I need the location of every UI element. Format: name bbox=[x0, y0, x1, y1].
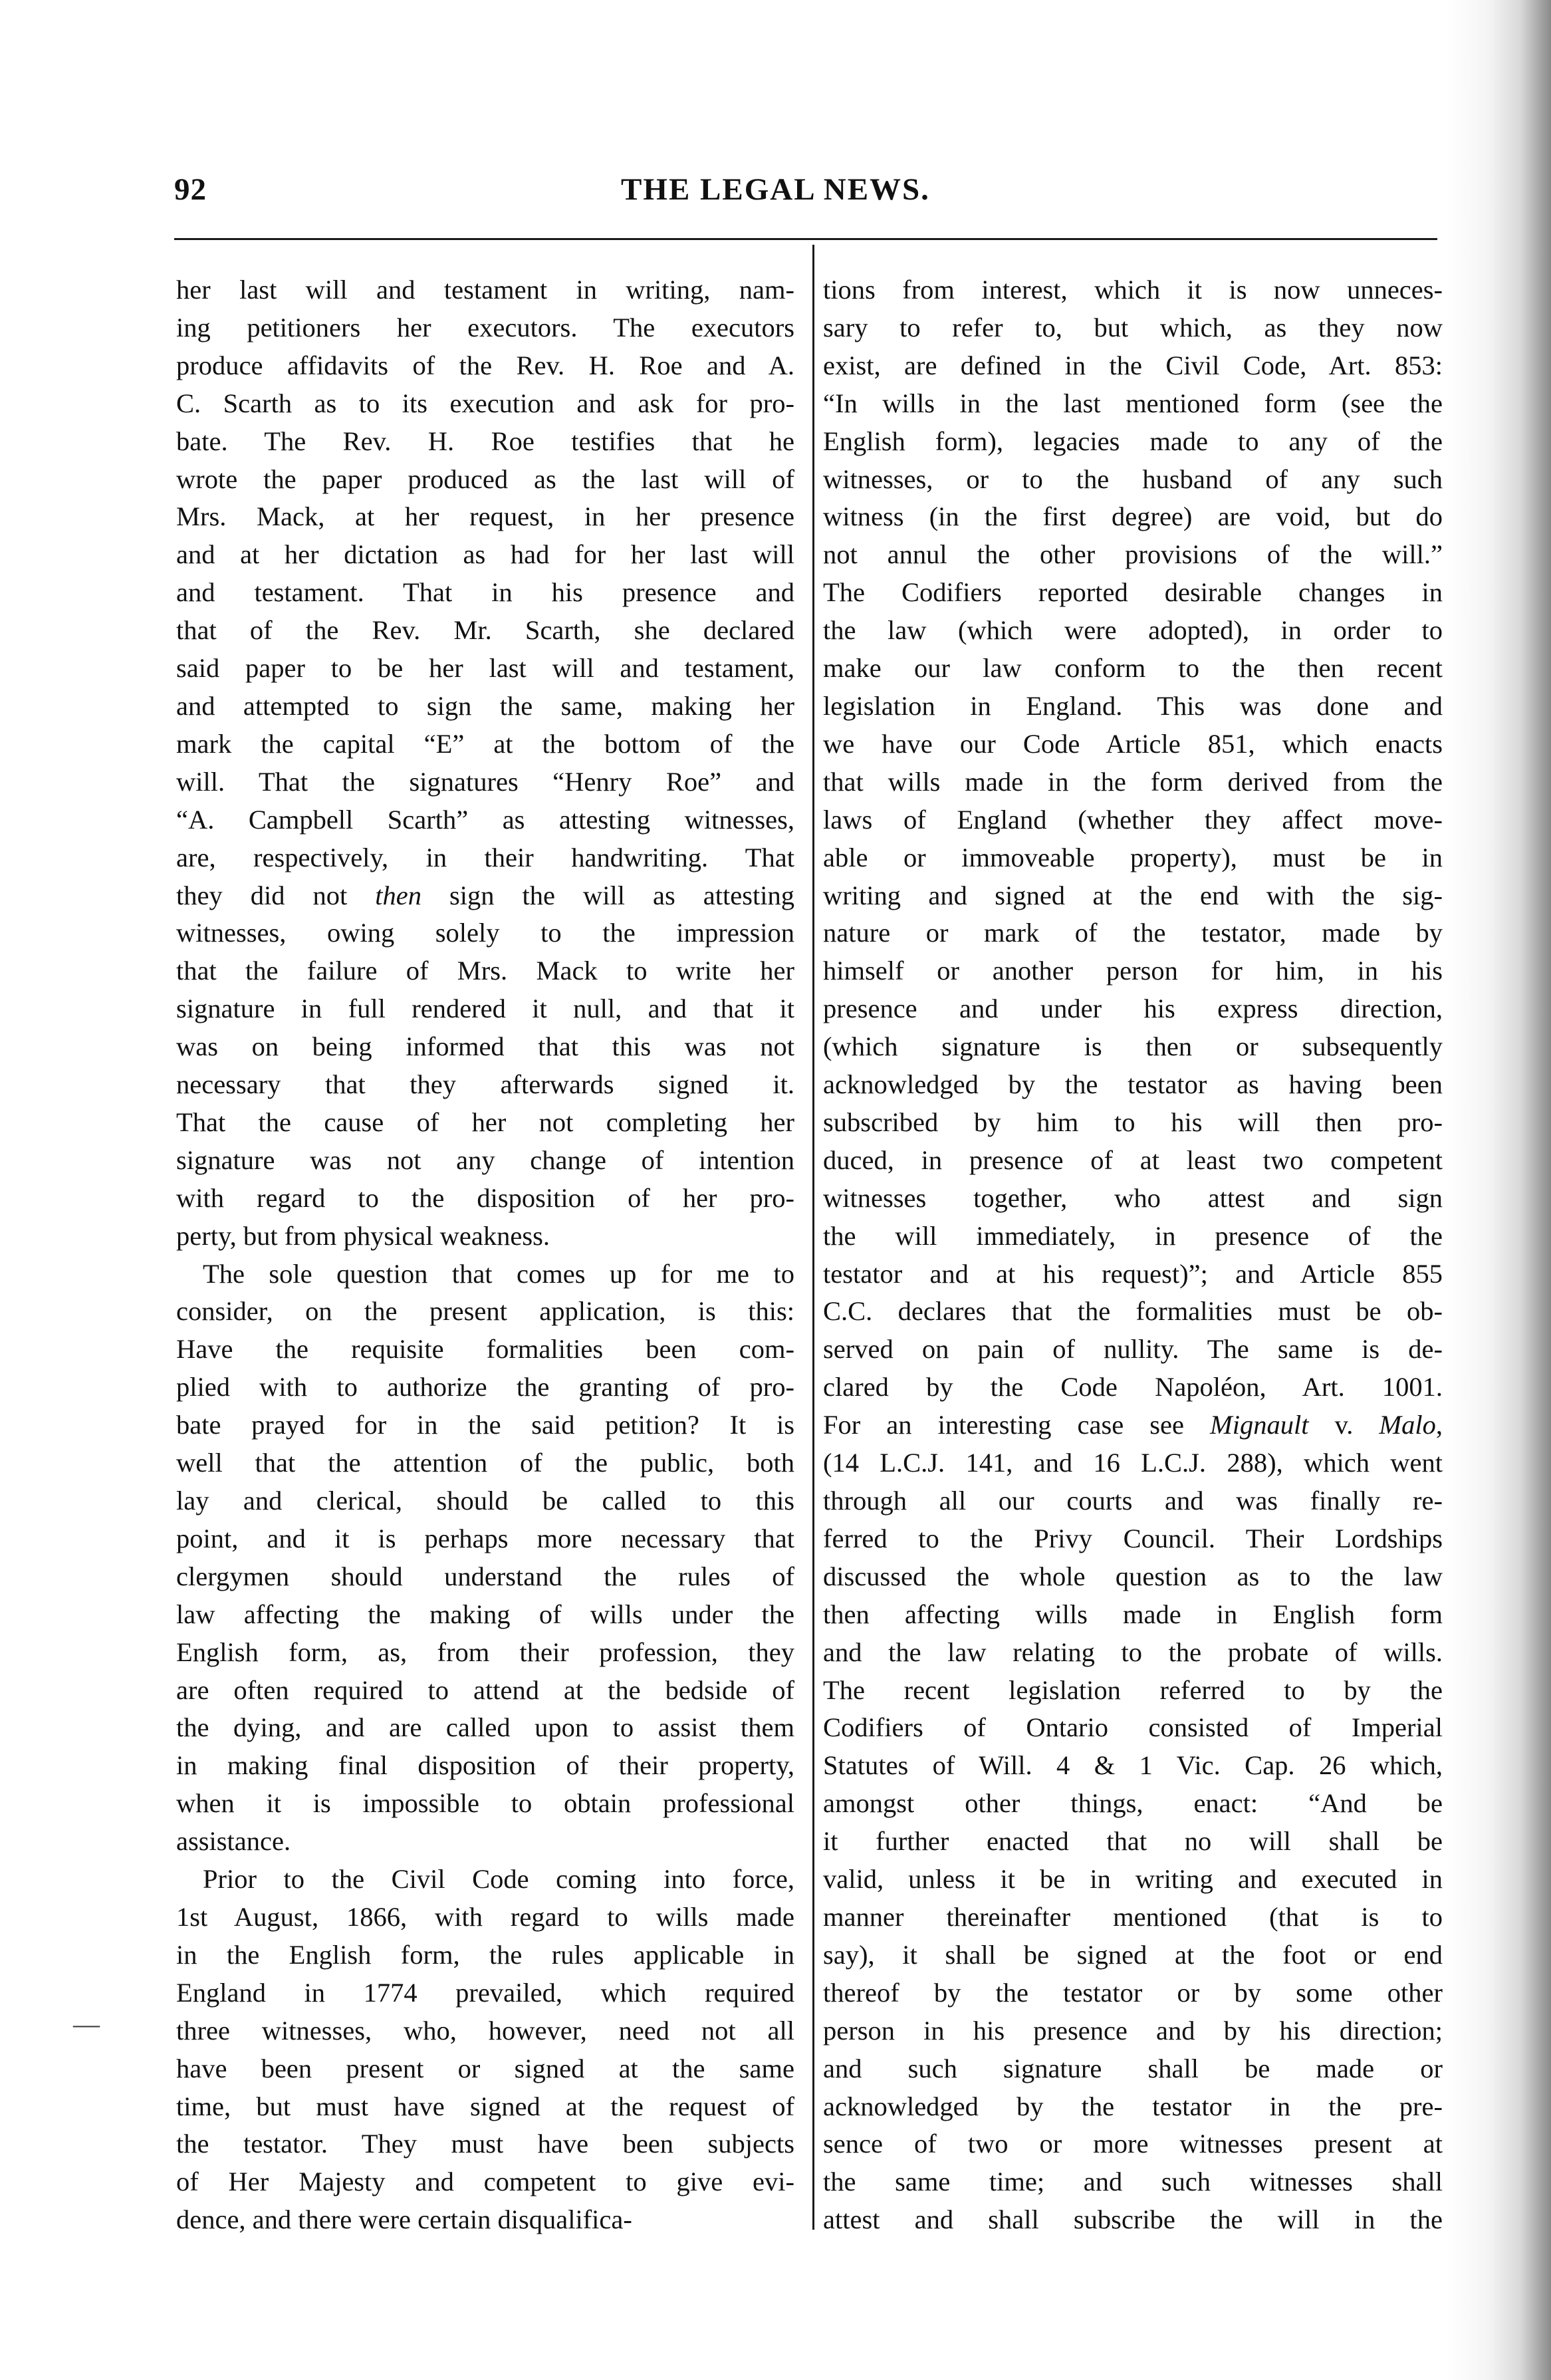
text-line: and the law relating to the probate of wills. bbox=[823, 1637, 1443, 1667]
text-line: “In wills in the last mentioned form (see the bbox=[823, 388, 1443, 418]
text-line: wrote the paper produced as the last will of bbox=[176, 463, 794, 494]
text-line: English form, as, from their profession, they bbox=[176, 1637, 794, 1667]
text-line: the testator. They must have been subjects bbox=[176, 2129, 794, 2159]
right-column bbox=[823, 271, 1443, 2239]
text-line: person in his presence and by his direction; bbox=[823, 2015, 1443, 2046]
text-line: discussed the whole question as to the law bbox=[823, 1561, 1443, 1591]
text-line: Prior to the Civil Code coming into force, bbox=[203, 1864, 794, 1895]
text-line: necessary that they afterwards signed it. bbox=[176, 1069, 794, 1100]
left-column bbox=[176, 271, 794, 2239]
text-line: ferred to the Privy Council. Their Lordships bbox=[823, 1523, 1443, 1553]
text-line: three witnesses, who, however, need not all bbox=[176, 2015, 794, 2046]
page-number: 92 bbox=[174, 172, 207, 207]
margin-mark: — bbox=[73, 2009, 100, 2039]
text-line: attest and shall subscribe the will in the bbox=[823, 2204, 1443, 2235]
text-line: (14 L.C.J. 141, and 16 L.C.J. 288), which went bbox=[823, 1448, 1443, 1478]
text-line: The Codifiers reported desirable changes in bbox=[823, 577, 1443, 608]
text-line: clared by the Code Napoléon, Art. 1001. bbox=[823, 1372, 1443, 1402]
text-line: The recent legislation referred to by the bbox=[823, 1674, 1443, 1705]
text-line: mark the capital “E” at the bottom of the bbox=[176, 728, 794, 759]
text-line: not annul the other provisions of the will.” bbox=[823, 539, 1443, 570]
text-line: bate prayed for in the said petition? It is bbox=[176, 1410, 794, 1440]
text-line: assistance. bbox=[176, 1826, 291, 1857]
text-line: amongst other things, enact: “And be bbox=[823, 1788, 1443, 1819]
text-line: tions from interest, which it is now unneces- bbox=[823, 275, 1443, 305]
text-line: then affecting wills made in English form bbox=[823, 1599, 1443, 1629]
text-line: consider, on the present application, is this: bbox=[176, 1296, 794, 1327]
text-line: the law (which were adopted), in order to bbox=[823, 615, 1443, 646]
text-line: dence, and there were certain disqualifica- bbox=[176, 2204, 632, 2235]
text-line: witnesses, owing solely to the impression bbox=[176, 918, 794, 948]
text-line: will. That the signatures “Henry Roe” and bbox=[176, 766, 794, 797]
text-line: For an interesting case see Mignault v. Malo, bbox=[823, 1410, 1443, 1440]
text-line: and at her dictation as had for her last will bbox=[176, 539, 794, 570]
text-line: that wills made in the form derived from the bbox=[823, 766, 1443, 797]
text-line: C.C. declares that the formalities must be ob- bbox=[823, 1296, 1443, 1327]
text-line: The sole question that comes up for me to bbox=[203, 1258, 794, 1289]
text-line: are, respectively, in their handwriting. That bbox=[176, 842, 794, 872]
text-line: and testament. That in his presence and bbox=[176, 577, 794, 608]
text-line: England in 1774 prevailed, which required bbox=[176, 1977, 794, 2008]
text-line: when it is impossible to obtain professional bbox=[176, 1788, 794, 1819]
text-line: the same time; and such witnesses shall bbox=[823, 2167, 1443, 2197]
text-line: testator and at his request)”; and Article 855 bbox=[823, 1258, 1443, 1289]
text-line: are often required to attend at the bedside of bbox=[176, 1674, 794, 1705]
text-line: make our law conform to the then recent bbox=[823, 653, 1443, 684]
text-line: C. Scarth as to its execution and ask for pro- bbox=[176, 388, 794, 418]
text-line: and such signature shall be made or bbox=[823, 2053, 1443, 2083]
text-line: law affecting the making of wills under the bbox=[176, 1599, 794, 1629]
text-line: with regard to the disposition of her pro- bbox=[176, 1182, 794, 1213]
text-line: in the English form, the rules applicable in bbox=[176, 1939, 794, 1970]
text-line: exist, are defined in the Civil Code, Art. 853: bbox=[823, 350, 1443, 380]
page-binding-edge bbox=[1448, 0, 1551, 2380]
text-line: say), it shall be signed at the foot or end bbox=[823, 1939, 1443, 1970]
text-line: 1st August, 1866, with regard to wills made bbox=[176, 1901, 794, 1932]
text-line: laws of England (whether they affect move- bbox=[823, 804, 1443, 835]
text-line: the will immediately, in presence of the bbox=[823, 1220, 1443, 1251]
text-line: English form), legacies made to any of the bbox=[823, 426, 1443, 456]
text-line: of Her Majesty and competent to give evi- bbox=[176, 2167, 794, 2197]
text-line: signature in full rendered it null, and that it bbox=[176, 993, 794, 1024]
text-line: lay and clerical, should be called to this bbox=[176, 1486, 794, 1516]
text-line: plied with to authorize the granting of pro- bbox=[176, 1372, 794, 1402]
text-line: legislation in England. This was done and bbox=[823, 690, 1443, 721]
text-line: in making final disposition of their property, bbox=[176, 1750, 794, 1781]
text-line: Mrs. Mack, at her request, in her presence bbox=[176, 501, 794, 532]
text-line: said paper to be her last will and testament, bbox=[176, 653, 794, 684]
text-line: Have the requisite formalities been com- bbox=[176, 1334, 794, 1365]
text-line: witnesses together, who attest and sign bbox=[823, 1182, 1443, 1213]
text-line: presence and under his express direction, bbox=[823, 993, 1443, 1024]
running-head: THE LEGAL NEWS. bbox=[621, 172, 930, 207]
text-line: sence of two or more witnesses present at bbox=[823, 2129, 1443, 2159]
text-line: we have our Code Article 851, which enacts bbox=[823, 728, 1443, 759]
text-line: sary to refer to, but which, as they now bbox=[823, 312, 1443, 342]
text-line: bate. The Rev. H. Roe testifies that he bbox=[176, 426, 794, 456]
text-line: time, but must have signed at the request of bbox=[176, 2091, 794, 2121]
text-line: nature or mark of the testator, made by bbox=[823, 918, 1443, 948]
text-line: served on pain of nullity. The same is de- bbox=[823, 1334, 1443, 1365]
text-line: clergymen should understand the rules of bbox=[176, 1561, 794, 1591]
text-line: acknowledged by the testator in the pre- bbox=[823, 2091, 1443, 2121]
text-line: have been present or signed at the same bbox=[176, 2053, 794, 2083]
text-line: writing and signed at the end with the sig- bbox=[823, 880, 1443, 910]
text-line: able or immoveable property), must be in bbox=[823, 842, 1443, 872]
text-line: “A. Campbell Scarth” as attesting witnesses, bbox=[176, 804, 794, 835]
text-line: witness (in the first degree) are void, but do bbox=[823, 501, 1443, 532]
text-line: that of the Rev. Mr. Scarth, she declared bbox=[176, 615, 794, 646]
text-line: through all our courts and was finally re- bbox=[823, 1486, 1443, 1516]
text-line: point, and it is perhaps more necessary that bbox=[176, 1523, 794, 1553]
text-line: and attempted to sign the same, making her bbox=[176, 690, 794, 721]
text-line: produce affidavits of the Rev. H. Roe and A. bbox=[176, 350, 794, 380]
text-line: manner thereinafter mentioned (that is to bbox=[823, 1901, 1443, 1932]
text-line: signature was not any change of intention bbox=[176, 1144, 794, 1175]
text-line: witnesses, or to the husband of any such bbox=[823, 463, 1443, 494]
text-line: that the failure of Mrs. Mack to write her bbox=[176, 956, 794, 986]
text-line: they did not then sign the will as attesting bbox=[176, 880, 794, 910]
text-line: Codifiers of Ontario consisted of Imperial bbox=[823, 1712, 1443, 1743]
text-line: thereof by the testator or by some other bbox=[823, 1977, 1443, 2008]
text-line: the dying, and are called upon to assist them bbox=[176, 1712, 794, 1743]
header-rule bbox=[174, 238, 1437, 240]
text-line: perty, but from physical weakness. bbox=[176, 1220, 550, 1251]
text-line: (which signature is then or subsequently bbox=[823, 1031, 1443, 1062]
text-line: valid, unless it be in writing and executed in bbox=[823, 1864, 1443, 1895]
text-line: was on being informed that this was not bbox=[176, 1031, 794, 1062]
text-line: subscribed by him to his will then pro- bbox=[823, 1107, 1443, 1137]
text-line: her last will and testament in writing, nam- bbox=[176, 275, 794, 305]
text-line: well that the attention of the public, both bbox=[176, 1448, 794, 1478]
text-line: acknowledged by the testator as having been bbox=[823, 1069, 1443, 1100]
text-line: himself or another person for him, in his bbox=[823, 956, 1443, 986]
text-line: Statutes of Will. 4 & 1 Vic. Cap. 26 which, bbox=[823, 1750, 1443, 1781]
text-line: it further enacted that no will shall be bbox=[823, 1826, 1443, 1857]
text-line: That the cause of her not completing her bbox=[176, 1107, 794, 1137]
text-line: ing petitioners her executors. The executors bbox=[176, 312, 794, 342]
column-divider bbox=[812, 245, 814, 2230]
text-line: duced, in presence of at least two competent bbox=[823, 1144, 1443, 1175]
